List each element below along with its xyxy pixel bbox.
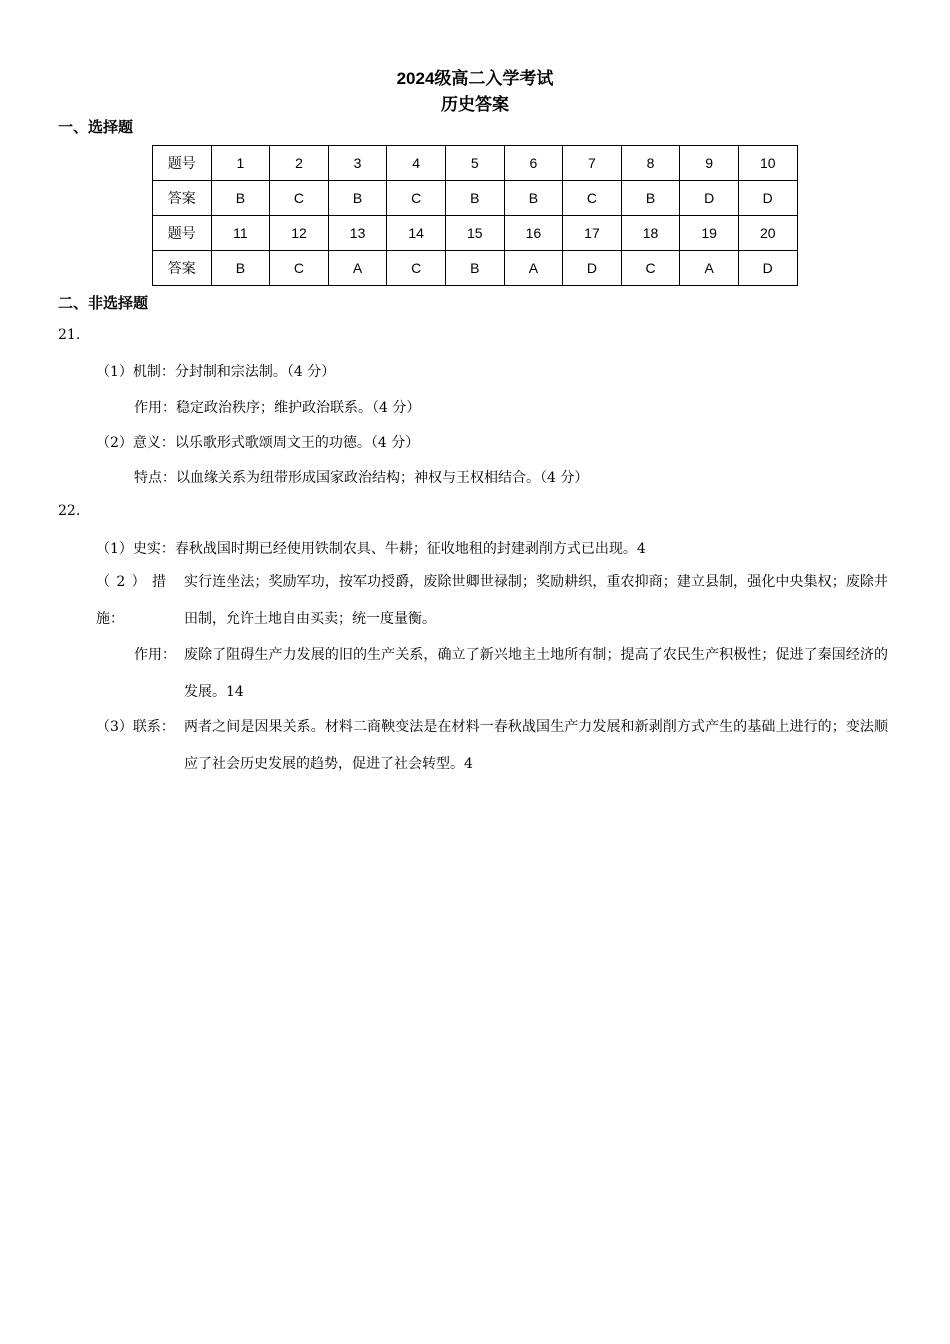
document-title: 2024级高二入学考试 bbox=[396, 69, 554, 88]
section-choice-heading: 一、选择题 bbox=[58, 119, 134, 136]
answer-table-cell: 13 bbox=[328, 216, 387, 251]
answer-table-row bbox=[153, 181, 798, 216]
answer-table-cell: C bbox=[270, 251, 329, 286]
q21-item-2-text: 稳定政治秩序；维护政治联系。（4 分） bbox=[176, 400, 421, 416]
answer-table-cell: 18 bbox=[621, 216, 680, 251]
answer-table-cell: D bbox=[563, 251, 622, 286]
answer-table-cell: 15 bbox=[445, 216, 504, 251]
q22-item-2-prefix: （2）措施： bbox=[96, 574, 166, 627]
answer-table-cell: 6 bbox=[504, 146, 563, 181]
answer-table-cell: 19 bbox=[680, 216, 739, 251]
q22-item-3-prefix: 作用： bbox=[134, 647, 176, 663]
q21-item-4 bbox=[134, 467, 588, 487]
answer-table-cell: 20 bbox=[738, 216, 797, 251]
answer-table-cell: 9 bbox=[680, 146, 739, 181]
answer-table-row-label: 答案 bbox=[153, 181, 212, 216]
answer-table-cell: B bbox=[328, 181, 387, 216]
answer-table-cell: C bbox=[387, 181, 446, 216]
answer-table-cell: 7 bbox=[563, 146, 622, 181]
q22-item-2-text: 实行连坐法；奖励军功，按军功授爵，废除世卿世禄制；奖励耕织，重农抑商；建立县制，强化中央集权；废除井田制，允许土地自由买卖；统一度量衡。 bbox=[184, 574, 888, 627]
answer-table-cell: A bbox=[328, 251, 387, 286]
answer-table-cell: 17 bbox=[563, 216, 622, 251]
answer-table-cell: B bbox=[621, 181, 680, 216]
answer-table-cell: A bbox=[504, 251, 563, 286]
answer-table-cell: A bbox=[680, 251, 739, 286]
question-22-number: 22. bbox=[58, 503, 81, 519]
section-nonchoice-heading: 二、非选择题 bbox=[58, 295, 149, 312]
answer-table-cell: 11 bbox=[211, 216, 270, 251]
answer-table-cell: 8 bbox=[621, 146, 680, 181]
answer-table-cell: 10 bbox=[738, 146, 797, 181]
answer-table bbox=[152, 145, 798, 286]
q22-item-1 bbox=[96, 538, 646, 558]
answer-table-cell: 14 bbox=[387, 216, 446, 251]
answer-table-row-label: 答案 bbox=[153, 251, 212, 286]
q21-item-3-text: 以乐歌形式歌颂周文王的功德。（4 分） bbox=[174, 435, 420, 451]
answer-table-cell: C bbox=[563, 181, 622, 216]
answer-table-cell: 2 bbox=[270, 146, 329, 181]
answer-table-cell: C bbox=[621, 251, 680, 286]
answer-table-cell: B bbox=[504, 181, 563, 216]
answer-table-row-label: 题号 bbox=[153, 216, 212, 251]
answer-table-cell: 1 bbox=[211, 146, 270, 181]
answer-table-cell: C bbox=[270, 181, 329, 216]
q21-item-2 bbox=[134, 397, 420, 417]
q21-item-3-prefix: （2）意义： bbox=[96, 435, 175, 451]
q22-item-3-text: 废除了阻碍生产力发展的旧的生产关系，确立了新兴地主土地所有制；提高了农民生产积极性；促进了秦国经济的发展。14 bbox=[184, 647, 888, 700]
answer-table-row-label: 题号 bbox=[153, 146, 212, 181]
answer-table-cell: B bbox=[445, 251, 504, 286]
q21-item-1 bbox=[96, 361, 335, 381]
q21-item-2-prefix: 作用： bbox=[134, 400, 176, 416]
answer-table-row bbox=[153, 251, 798, 286]
question-21-number: 21. bbox=[58, 327, 81, 343]
answer-table-cell: D bbox=[738, 251, 797, 286]
answer-table-cell: 4 bbox=[387, 146, 446, 181]
answer-table-cell: 5 bbox=[445, 146, 504, 181]
q21-item-1-prefix: （1）机制： bbox=[96, 364, 175, 380]
q21-item-1-text: 分封制和宗法制。（4 分） bbox=[174, 364, 336, 380]
q22-item-1-prefix: （1）史实： bbox=[96, 541, 175, 557]
q22-item-4-text: 两者之间是因果关系。材料二商鞅变法是在材料一春秋战国生产力发展和新剥削方式产生的基础上进行的；变法顺应了社会历史发展的趋势，促进了社会转型。4 bbox=[184, 719, 888, 772]
answer-table-cell: B bbox=[211, 251, 270, 286]
answer-table-cell: C bbox=[387, 251, 446, 286]
answer-table-cell: D bbox=[680, 181, 739, 216]
answer-table-row bbox=[153, 216, 798, 251]
q22-item-1-text: 春秋战国时期已经使用铁制农具、牛耕；征收地租的封建剥削方式已出现。4 bbox=[174, 541, 646, 557]
q22-item-4-prefix: （3）联系： bbox=[96, 719, 175, 735]
q21-item-4-prefix: 特点： bbox=[134, 470, 176, 486]
answer-table-cell: B bbox=[211, 181, 270, 216]
answer-table-cell: 12 bbox=[270, 216, 329, 251]
answer-table-cell: B bbox=[445, 181, 504, 216]
answer-table-cell: 3 bbox=[328, 146, 387, 181]
q21-item-3 bbox=[96, 432, 419, 452]
answer-table-cell: D bbox=[738, 181, 797, 216]
q21-item-4-text: 以血缘关系为纽带形成国家政治结构；神权与王权相结合。（4 分） bbox=[176, 470, 589, 486]
document-subtitle: 历史答案 bbox=[441, 95, 509, 114]
answer-table-cell: 16 bbox=[504, 216, 563, 251]
answer-table-row bbox=[153, 146, 798, 181]
